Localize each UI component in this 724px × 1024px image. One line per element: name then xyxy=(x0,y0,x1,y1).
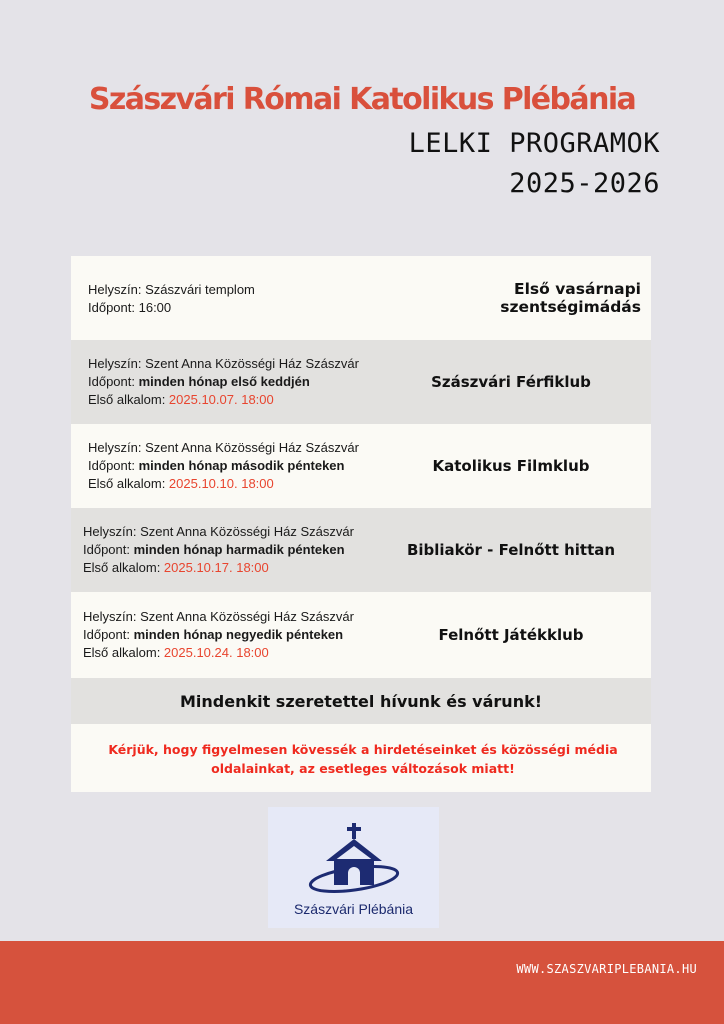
program-time-value: minden hónap első keddjén xyxy=(138,374,310,389)
program-info xyxy=(71,279,371,317)
page-year: 2025-2026 xyxy=(509,168,660,199)
program-time-value: minden hónap negyedik pénteken xyxy=(133,627,344,642)
program-first-value: 2025.10.17. 18:00 xyxy=(163,560,269,575)
program-info xyxy=(71,608,371,662)
program-first-date xyxy=(83,644,371,662)
program-row xyxy=(71,424,651,508)
program-name: Első vasárnapi szentségimádás xyxy=(500,280,641,316)
program-time-label: Időpont: xyxy=(88,458,139,473)
program-row xyxy=(71,508,651,592)
program-location: Helyszín: Szent Anna Közösségi Ház Szászvár xyxy=(83,524,354,539)
program-time-value: 16:00 xyxy=(138,300,172,315)
program-time-value: minden hónap harmadik pénteken xyxy=(133,542,345,557)
program-time-label: Időpont: xyxy=(88,300,139,315)
program-time-value: minden hónap második pénteken xyxy=(138,458,345,473)
footer xyxy=(0,941,724,1024)
program-row xyxy=(71,340,651,424)
program-first-label: Első alkalom: xyxy=(83,645,164,660)
program-name: Szászvári Férfiklub xyxy=(431,373,591,391)
parish-logo xyxy=(268,807,439,928)
program-time-label: Időpont: xyxy=(83,627,134,642)
logo-text: Szászvári Plébánia xyxy=(293,901,414,917)
church-icon xyxy=(306,821,402,901)
program-first-value: 2025.10.07. 18:00 xyxy=(168,392,274,407)
program-time-label: Időpont: xyxy=(83,542,134,557)
program-first-date xyxy=(88,391,371,409)
page-title: Szászvári Római Katolikus Plébánia xyxy=(88,82,636,117)
notice-text: Kérjük, hogy figyelmesen kövessék a hirdetéseinket és közösségi média oldalainkat, az esetleges változások miatt! xyxy=(71,724,651,792)
program-row xyxy=(71,256,651,340)
program-time xyxy=(83,541,371,559)
program-name: Felnőtt Játékklub xyxy=(438,626,584,644)
program-first-date xyxy=(88,475,371,493)
page-subtitle: LELKI PROGRAMOK xyxy=(408,128,660,159)
program-first-label: Első alkalom: xyxy=(88,476,169,491)
program-time xyxy=(88,299,371,317)
program-row xyxy=(71,592,651,678)
program-info xyxy=(71,523,371,577)
program-first-value: 2025.10.10. 18:00 xyxy=(168,476,274,491)
program-time xyxy=(83,626,371,644)
program-info xyxy=(71,355,371,409)
program-name: Katolikus Filmklub xyxy=(432,457,590,475)
program-time-label: Időpont: xyxy=(88,374,139,389)
program-first-value: 2025.10.24. 18:00 xyxy=(163,645,269,660)
program-location: Helyszín: Szászvári templom xyxy=(88,282,255,297)
program-location: Helyszín: Szent Anna Közösségi Ház Szászvár xyxy=(88,440,359,455)
program-location: Helyszín: Szent Anna Közösségi Ház Szászvár xyxy=(83,609,354,624)
program-first-label: Első alkalom: xyxy=(83,560,164,575)
program-info xyxy=(71,439,371,493)
program-first-label: Első alkalom: xyxy=(88,392,169,407)
program-first-date xyxy=(83,559,371,577)
invitation-banner: Mindenkit szeretettel hívunk és várunk! xyxy=(71,678,651,724)
program-time xyxy=(88,457,371,475)
program-time xyxy=(88,373,371,391)
website-link[interactable]: WWW.SZASZVARIPLEBANIA.HU xyxy=(516,962,697,976)
program-name: Bibliakör - Felnőtt hittan xyxy=(406,541,616,559)
program-location: Helyszín: Szent Anna Közösségi Ház Szászvár xyxy=(88,356,359,371)
